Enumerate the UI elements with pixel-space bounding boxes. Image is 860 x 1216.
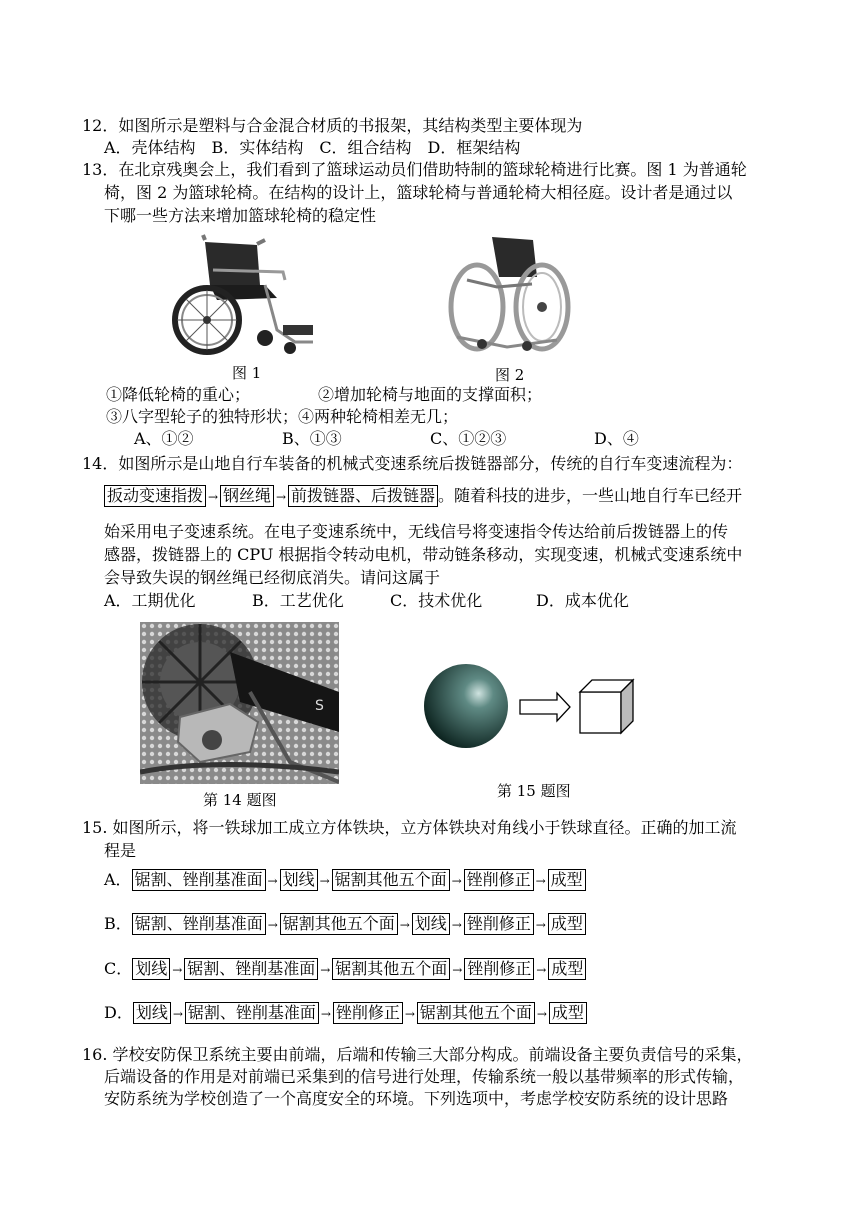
flow-step: 锯割其他五个面 [417, 1002, 535, 1024]
arrow-icon: → [451, 918, 462, 932]
arrow-icon: → [267, 874, 278, 888]
arrow-icon: → [276, 490, 287, 504]
q13-item-2: ②增加轮椅与地面的支撑面积； [318, 385, 543, 404]
flow-step: 锯割、锉削基准面 [132, 869, 266, 891]
cube-icon [580, 680, 633, 733]
arrow-icon: → [404, 1007, 415, 1021]
arrow-icon: → [319, 874, 330, 888]
arrow-icon: → [399, 918, 410, 932]
figure-1-caption: 图 1 [232, 364, 262, 382]
q13-option-d: D、④ [594, 429, 639, 448]
arrow-icon: → [207, 490, 219, 504]
arrow-icon: → [172, 963, 183, 977]
figure-15-caption: 第 15 题图 [497, 782, 571, 800]
flow-step: 锯割其他五个面 [280, 913, 398, 935]
q14-line-4: 感器，拨链器上的 CPU 根据指令转动电机，带动链条移动，实现变速，机械式变速系统中 [104, 545, 743, 564]
basketball-wheelchair-image [437, 232, 577, 362]
option-label: D． [104, 1003, 133, 1022]
flow-step: 划线 [132, 958, 170, 980]
arrow-icon: → [451, 874, 462, 888]
q14-option-d: D．成本优化 [536, 591, 629, 610]
arrow-icon: → [267, 918, 278, 932]
flow-step: 锯割、锉削基准面 [184, 958, 318, 980]
q14-option-a: A．工期优化 [104, 591, 196, 610]
flow-step: 锯割其他五个面 [332, 869, 450, 891]
sphere-to-cube-figure [420, 660, 640, 760]
q15-line-2: 程是 [104, 841, 137, 860]
option-label: C． [104, 959, 133, 978]
flow-step: 锉削修正 [333, 1002, 403, 1024]
flow-step: 划线 [133, 1002, 171, 1024]
q13-line-1: 13．在北京残奥会上，我们看到了篮球运动员们借助特制的篮球轮椅进行比赛。图 1 为普通轮 [82, 160, 747, 179]
arrow-icon: → [536, 963, 547, 977]
q13-item-1: ①降低轮椅的重心； [106, 385, 251, 404]
iron-ball-icon [424, 664, 508, 748]
q13-option-b: B、①③ [282, 429, 342, 448]
arrow-icon: → [320, 1007, 331, 1021]
q14-flow [104, 485, 742, 508]
arrow-right-icon [520, 693, 570, 721]
flow-step: 划线 [280, 869, 318, 891]
flow-step: 锉削修正 [464, 913, 534, 935]
q14-line-3: 始采用电子变速系统。在电子变速系统中，无线信号将变速指令传达给前后拨链器上的传 [104, 522, 729, 541]
flow-step: 钢丝绳 [220, 485, 274, 507]
flow-step: 扳动变速指拨 [104, 485, 206, 507]
q15-option-a [104, 868, 586, 893]
flow-step: 成型 [548, 869, 586, 891]
q13-item-3: ③八字型轮子的独特形状；④两种轮椅相差无几； [106, 407, 459, 426]
q16-line-1: 16. 学校安防保卫系统主要由前端，后端和传输三大部分构成。前端设备主要负责信号的采集， [82, 1045, 753, 1064]
standard-wheelchair-image [165, 230, 320, 360]
q14-option-c: C．技术优化 [390, 591, 483, 610]
frame-lettering: S [315, 698, 324, 714]
figure-14-caption: 第 14 题图 [203, 791, 277, 809]
q13-option-a: A、①② [134, 429, 194, 448]
flow-step: 锯割其他五个面 [332, 958, 450, 980]
flow-step: 锉削修正 [464, 869, 534, 891]
q14-line-1: 14．如图所示是山地自行车装备的机械式变速系统后拨链器部分，传统的自行车变速流程为： [82, 454, 743, 473]
arrow-icon: → [535, 874, 546, 888]
option-label: B． [104, 914, 132, 933]
q15-option-b [104, 912, 586, 937]
arrow-icon: → [172, 1007, 183, 1021]
q14-line-2-tail: 。随着科技的进步，一些山地自行车已经开 [438, 486, 743, 505]
q14-option-b: B．工艺优化 [252, 591, 344, 610]
bicycle-derailleur-photo [140, 622, 339, 784]
arrow-icon: → [452, 963, 463, 977]
q15-line-1: 15. 如图所示，将一铁球加工成立方体铁块，立方体铁块对角线小于铁球直径。正确的加工流 [82, 818, 737, 837]
q13-option-c: C、①②③ [430, 429, 507, 448]
q12-options: A．壳体结构 B．实体结构 C．组合结构 D．框架结构 [104, 138, 521, 157]
q12-stem: 12．如图所示是塑料与合金混合材质的书报架，其结构类型主要体现为 [82, 116, 583, 135]
q13-line-2: 椅，图 2 为篮球轮椅。在结构的设计上，篮球轮椅与普通轮椅大相径庭。设计者是通过以 [104, 183, 733, 202]
flow-step: 划线 [412, 913, 450, 935]
q14-line-5: 会导致失误的钢丝绳已经彻底消失。请问这属于 [104, 568, 441, 587]
flow-step: 前拨链器、后拨链器 [288, 485, 438, 507]
q13-line-3: 下哪一些方法来增加篮球轮椅的稳定性 [104, 206, 377, 225]
q16-line-3: 安防系统为学校创造了一个高度安全的环境。下列选项中，考虑学校安防系统的设计思路 [104, 1089, 729, 1108]
flow-step: 锯割、锉削基准面 [185, 1002, 319, 1024]
flow-step: 锯割、锉削基准面 [132, 913, 266, 935]
arrow-icon: → [535, 918, 546, 932]
flow-step: 成型 [549, 1002, 587, 1024]
q15-option-c [104, 957, 586, 982]
arrow-icon: → [536, 1007, 547, 1021]
flow-step: 成型 [548, 913, 586, 935]
flow-step: 锉削修正 [464, 958, 534, 980]
option-label: A． [104, 870, 132, 889]
figure-2-caption: 图 2 [495, 366, 525, 384]
arrow-icon: → [320, 963, 331, 977]
q16-line-2: 后端设备的作用是对前端已采集到的信号进行处理，传输系统一般以基带频率的形式传输， [104, 1067, 745, 1086]
flow-step: 成型 [548, 958, 586, 980]
q15-option-d [104, 1001, 587, 1026]
